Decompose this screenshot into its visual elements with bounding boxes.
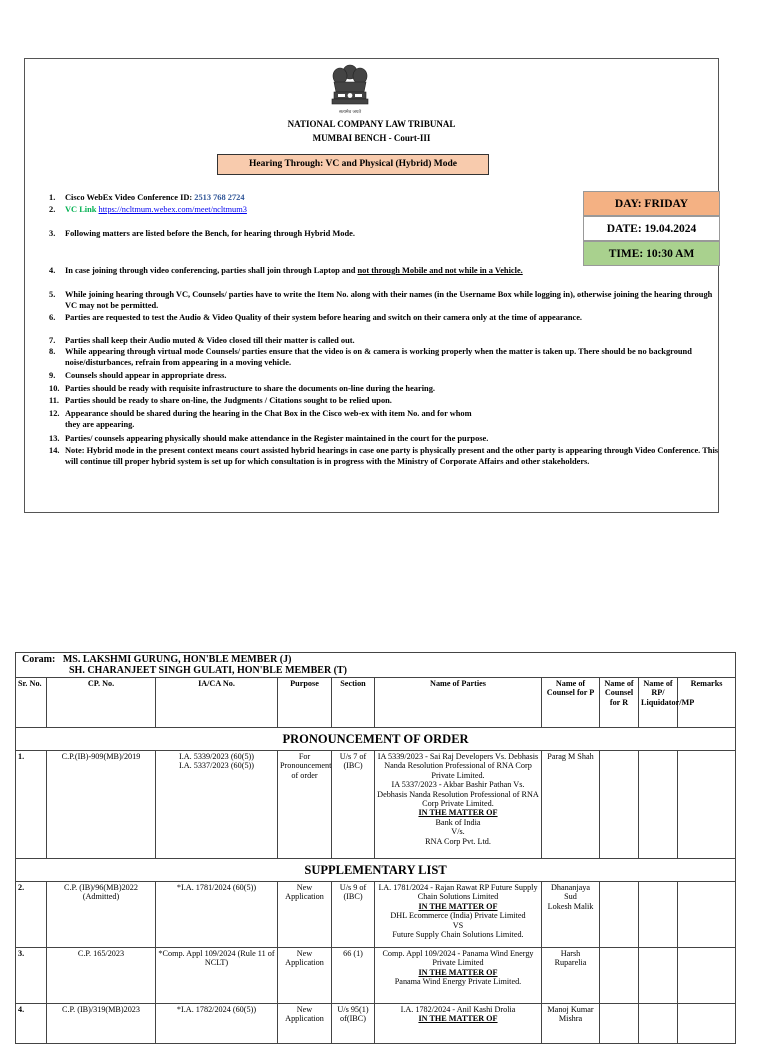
vc-link[interactable]: https://ncltmum.webex.com/meet/ncltmum3 (98, 205, 247, 214)
tribunal-name: NATIONAL COMPANY LAW TRIBUNAL (287, 119, 456, 129)
instruction-item: 7. Parties shall keep their Audio muted & Video closed till their matter is called out. (49, 336, 355, 345)
col-section: Section (332, 678, 375, 728)
bench-name: MUMBAI BENCH - Court-III (312, 133, 431, 143)
table-row: 3. C.P. 165/2023 *Comp. Appl 109/2024 (Rule 11 of NCLT) New Application 66 (1) Comp. Appl 109/2024 - Panama Wind Energy Private Limited IN THE MATTER OF Panama Wind Energy Private Limited. Harsh Ruparelia (16, 948, 736, 1004)
instruction-item: 14. Note: Hybrid mode in the present context means court assisted hybrid hearings in case one party is physically present and the other party is appearing through Video Conference. This will continue till proper hybrid system is set up for which consultation is in progress with the Ministry of Corporate Affairs and other stakeholders. (49, 446, 719, 466)
col-parties: Name of Parties (375, 678, 542, 728)
date-badge: DATE: 19.04.2024 (583, 216, 720, 241)
section-title: SUPPLEMENTARY LIST (16, 859, 736, 882)
instruction-item: 6. Parties are requested to test the Audio & Video Quality of their system before hearing and switch on their camera only at the time of appearance. (49, 313, 583, 322)
instruction-item: 9. Counsels should appear in appropriate dress. (49, 371, 227, 380)
section-title: PRONOUNCEMENT OF ORDER (16, 728, 736, 751)
section-row (16, 728, 736, 751)
instruction-item: 4. In case joining through video conferencing, parties shall join through Laptop and not through Mobile and not while in a Vehicle. (49, 266, 523, 275)
time-badge: TIME: 10:30 AM (583, 241, 720, 266)
bench-member-2: SH. CHARANJEET SINGH GULATI, HON'BLE MEMBER (T) (69, 665, 348, 676)
col-sr-no: Sr. No. (16, 678, 47, 728)
instruction-item: 3. Following matters are listed before the Bench, for hearing through Hybrid Mode. (49, 229, 355, 238)
bench-member-1: MS. LAKSHMI GURUNG, HON'BLE MEMBER (J) (62, 654, 292, 665)
instruction-item: 12. Appearance should be shared during the hearing in the Chat Box in the Cisco web-ex with item No. and for whom they are appearing. (49, 409, 472, 429)
cause-list-table (15, 652, 736, 1044)
day-badge: DAY: FRIDAY (583, 191, 720, 216)
table-header-row (16, 678, 736, 728)
col-cp-no: CP. No. (47, 678, 156, 728)
instruction-item: 8. While appearing through virtual mode Counsels/ parties ensure that the video is on & camera is working properly when the matter is taken up. There should be no background noise/disturbances, refrain from appearing in a moving vehicle. (49, 347, 692, 367)
svg-text:सत्यमेव जयते: सत्यमेव जयते (338, 110, 362, 115)
coram-label: Coram: (22, 654, 56, 665)
national-emblem-icon (322, 62, 378, 120)
hearing-mode-banner: Hearing Through: VC and Physical (Hybrid) Mode (217, 154, 489, 175)
instruction-item: 11. Parties should be ready to share on-line, the Judgments / Citations sought to be relied upon. (49, 396, 392, 405)
instruction-item: 2. VC Link https://ncltmum.webex.com/meet/ncltmum3 (49, 205, 247, 214)
col-counsel-p: Name of Counsel for P (542, 678, 600, 728)
col-counsel-r: Name of Counsel for R (600, 678, 639, 728)
col-ia-no: IA/CA No. (156, 678, 278, 728)
instruction-item: 5. While joining hearing through VC, Counsels/ parties have to write the Item No. along with their names (in the Username Box while logging in), otherwise joining the hearing through VC may not be permitted. (49, 290, 713, 310)
col-purpose: Purpose (278, 678, 332, 728)
table-row: 4. C.P. (IB)/319(MB)2023 *I.A. 1782/2024 (60(5)) New Application U/s 95(1) of(IBC) I.A. 1782/2024 - Anil Kashi Drolia IN THE MATTER OF Manoj Kumar Mishra (16, 1004, 736, 1044)
webex-id: 2513 768 2724 (194, 193, 245, 202)
instruction-item: 10. Parties should be ready with requisite infrastructure to share the documents on-line during the hearing. (49, 384, 435, 393)
col-remarks: Remarks (678, 678, 736, 728)
col-rp: Name of RP/ Liquidator/MP (639, 678, 678, 728)
section-row (16, 859, 736, 882)
table-row: 2. C.P. (IB)/96(MB)2022 (Admitted) *I.A. 1781/2024 (60(5)) New Application U/s 9 of (IBC) I.A. 1781/2024 - Rajan Rawat RP Future Supply Chain Solutions Limited IN THE MATTER OF DHL Ecommerce (India) Private Limited VS Future Supply Chain Solutions Limited. Dhananjaya Sud Lokesh Malik (16, 882, 736, 948)
table-row: 1. C.P.(IB)-909(MB)/2019 I.A. 5339/2023 (60(5)) I.A. 5337/2023 (60(5)) For Pronouncement of order U/s 7 of (IBC) IA 5339/2023 - Sai Raj Developers Vs. Debhasis Nanda Resolution Professional of RNA Corp Private Limited. IA 5337/2023 - Akbar Bashir Pathan Vs. Debhasis Nanda Resolution Professional of RNA Corp Private Limited. IN THE MATTER OF Bank of India V/s. RNA Corp Pvt. Ltd. Parag M Shah (16, 751, 736, 859)
instruction-item: 1. Cisco WebEx Video Conference ID: 2513 768 2724 (49, 193, 245, 202)
instruction-item: 13. Parties/ counsels appearing physically should make attendance in the Register maintained in the court for the purpose. (49, 434, 489, 443)
coram-row (16, 653, 736, 678)
